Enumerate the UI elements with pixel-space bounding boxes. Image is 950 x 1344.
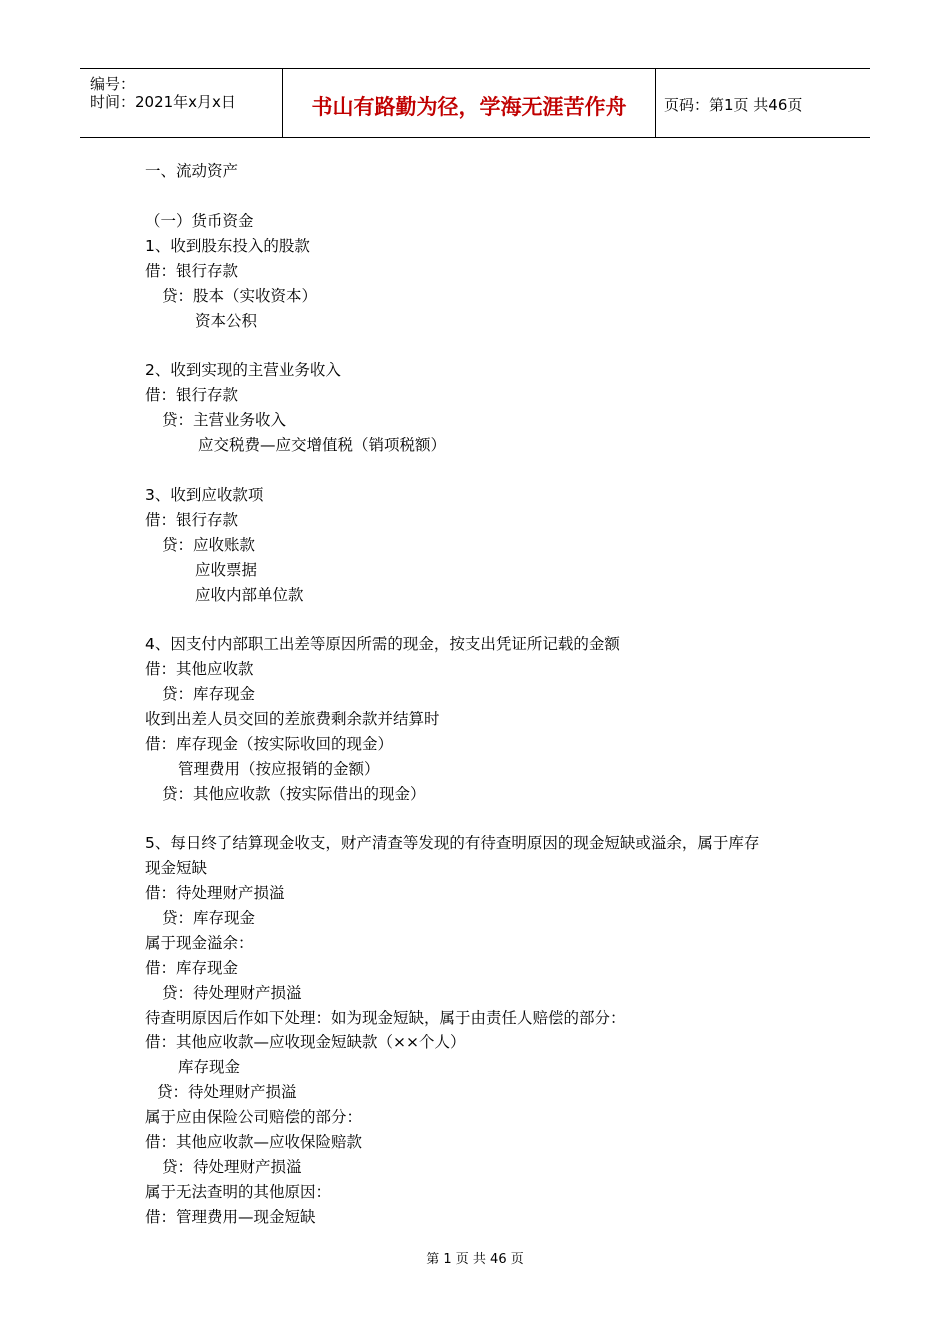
motto-text: 书山有路勤为径，学海无涯苦作舟: [311, 95, 627, 119]
item-heading: 1、收到股东投入的股款: [145, 237, 310, 255]
credit-line: 贷：应收账款: [162, 536, 256, 554]
page-footer: 第 1 页 共 46 页: [426, 1252, 524, 1267]
item-heading: 2、收到实现的主营业务收入: [145, 361, 341, 379]
paragraph-line: 收到出差人员交回的差旅费剩余款并结算时: [145, 710, 440, 728]
debit-line: 借：待处理财产损溢: [145, 884, 285, 902]
debit-sub-line: 库存现金: [178, 1058, 241, 1076]
item-heading: 5、每日终了结算现金收支，财产清查等发现的有待查明原因的现金短缺或溢余，属于库存: [145, 834, 760, 852]
debit-line: 借：库存现金（按实际收回的现金）: [145, 735, 394, 753]
page-number-info: 页码：第1页 共46页: [664, 96, 803, 114]
document-number-label: 编号：: [90, 75, 136, 93]
debit-line: 借：银行存款: [145, 511, 239, 529]
credit-sub-line: 应收内部单位款: [195, 586, 304, 604]
credit-sub-line: 资本公积: [195, 312, 258, 330]
document-time-label: 时间：2021年x月x日: [90, 93, 236, 111]
debit-line: 借：其他应收款—应收保险赔款: [145, 1133, 363, 1151]
debit-line: 借：其他应收款—应收现金短缺款（××个人）: [145, 1033, 466, 1051]
debit-sub-line: 管理费用（按应报销的金额）: [178, 760, 380, 778]
credit-line: 贷：库存现金: [162, 909, 256, 927]
paragraph-line: 属于无法查明的其他原因：: [145, 1183, 332, 1201]
credit-sub-line: 应交税费—应交增值税（销项税额）: [198, 436, 447, 454]
credit-line: 贷：股本（实收资本）: [162, 287, 318, 305]
credit-line: 贷：库存现金: [162, 685, 256, 703]
credit-sub-line: 应收票据: [195, 561, 258, 579]
credit-line: 贷：待处理财产损溢: [162, 1158, 302, 1176]
paragraph-line: 待查明原因后作如下处理：如为现金短缺，属于由责任人赔偿的部分：: [145, 1009, 626, 1027]
paragraph-line: 属于现金溢余：: [145, 934, 254, 952]
paragraph-line: 属于应由保险公司赔偿的部分：: [145, 1108, 363, 1126]
item-heading: 3、收到应收款项: [145, 486, 264, 504]
debit-line: 借：库存现金: [145, 959, 239, 977]
debit-line: 借：管理费用—现金短缺: [145, 1208, 316, 1226]
item-heading-continued: 现金短缺: [145, 859, 208, 877]
credit-line: 贷：主营业务收入: [162, 411, 287, 429]
item-heading: 4、因支付内部职工出差等原因所需的现金，按支出凭证所记载的金额: [145, 635, 620, 653]
credit-line: 贷：待处理财产损溢: [157, 1083, 297, 1101]
debit-line: 借：银行存款: [145, 386, 239, 404]
credit-line: 贷：其他应收款（按实际借出的现金）: [162, 785, 426, 803]
section-heading: 一、流动资产: [145, 162, 239, 180]
credit-line: 贷：待处理财产损溢: [162, 984, 302, 1002]
subsection-heading: （一）货币资金: [145, 212, 254, 230]
debit-line: 借：其他应收款: [145, 660, 254, 678]
debit-line: 借：银行存款: [145, 262, 239, 280]
